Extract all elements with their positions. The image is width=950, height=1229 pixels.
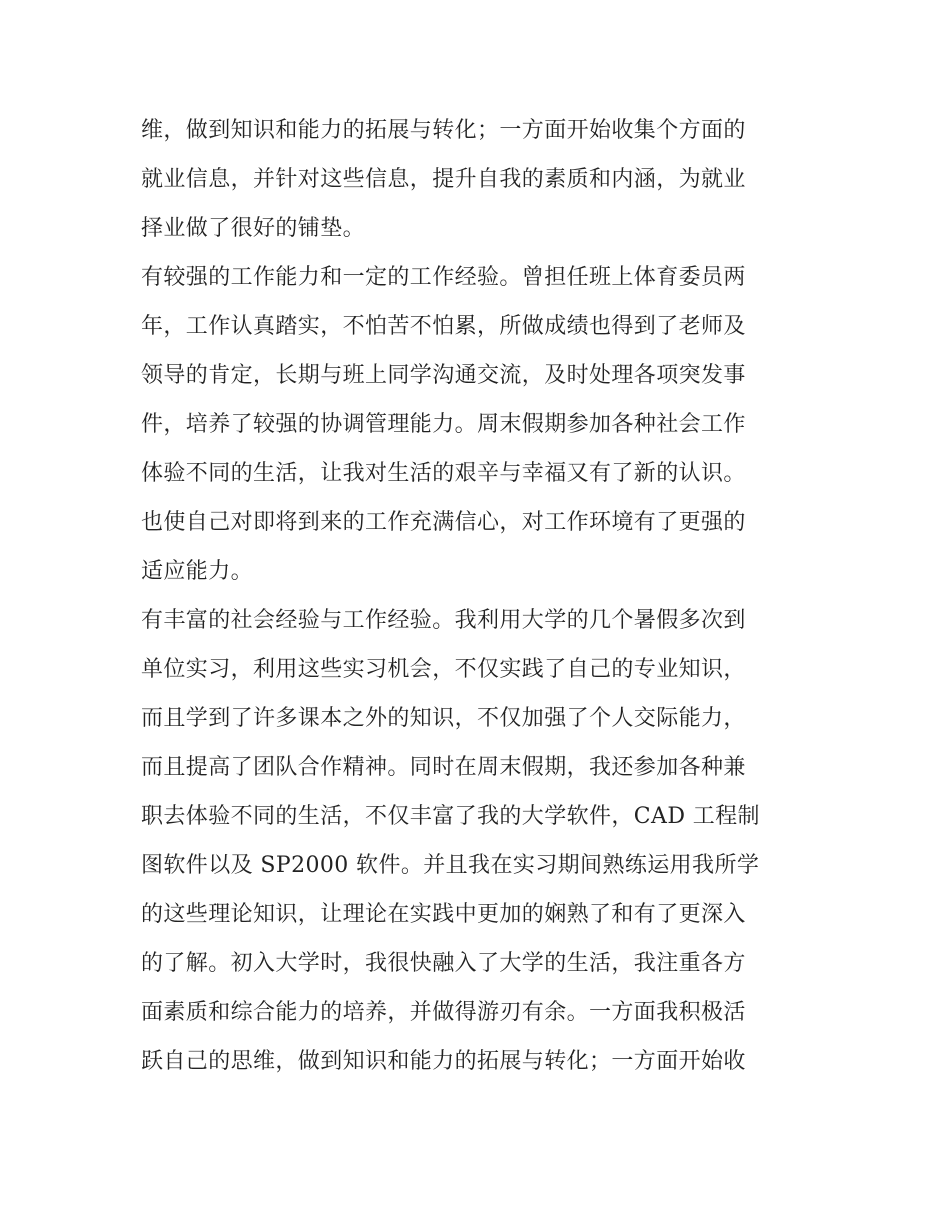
text-line: 单位实习，利用这些实习机会，不仅实践了自己的专业知识，	[141, 657, 746, 682]
text-line: 体验不同的生活，让我对生活的艰辛与幸福又有了新的认识。	[141, 461, 746, 486]
text-line: 件，培养了较强的协调管理能力。周末假期参加各种社会工作	[141, 412, 746, 437]
text-line: 面素质和综合能力的培养，并做得游刃有余。一方面我积极活	[141, 1000, 746, 1025]
text-line: 职去体验不同的生活，不仅丰富了我的大学软件，CAD 工程制	[141, 804, 760, 829]
text-line: 年，工作认真踏实，不怕苦不怕累，所做成绩也得到了老师及	[141, 314, 746, 339]
text-line: 维，做到知识和能力的拓展与转化；一方面开始收集个方面的	[141, 118, 746, 143]
text-line: 而且学到了许多课本之外的知识，不仅加强了个人交际能力，	[141, 706, 746, 731]
text-line: 有较强的工作能力和一定的工作经验。曾担任班上体育委员两	[141, 265, 746, 290]
text-line: 有丰富的社会经验与工作经验。我利用大学的几个暑假多次到	[141, 608, 746, 633]
body-text	[141, 106, 821, 1086]
text-line: 适应能力。	[141, 559, 254, 584]
text-line: 而且提高了团队合作精神。同时在周末假期，我还参加各种兼	[141, 755, 746, 780]
text-line: 择业做了很好的铺垫。	[141, 216, 366, 241]
text-line: 领导的肯定，长期与班上同学沟通交流，及时处理各项突发事	[141, 363, 746, 388]
text-line: 也使自己对即将到来的工作充满信心，对工作环境有了更强的	[141, 510, 746, 535]
text-line: 的这些理论知识，让理论在实践中更加的娴熟了和有了更深入	[141, 902, 746, 927]
text-line: 就业信息，并针对这些信息，提升自我的素质和内涵，为就业	[141, 167, 746, 192]
text-line: 图软件以及 SP2000 软件。并且我在实习期间熟练运用我所学	[141, 853, 760, 878]
text-line: 的了解。初入大学时，我很快融入了大学的生活，我注重各方	[141, 951, 746, 976]
text-line: 跃自己的思维，做到知识和能力的拓展与转化；一方面开始收	[141, 1049, 746, 1074]
